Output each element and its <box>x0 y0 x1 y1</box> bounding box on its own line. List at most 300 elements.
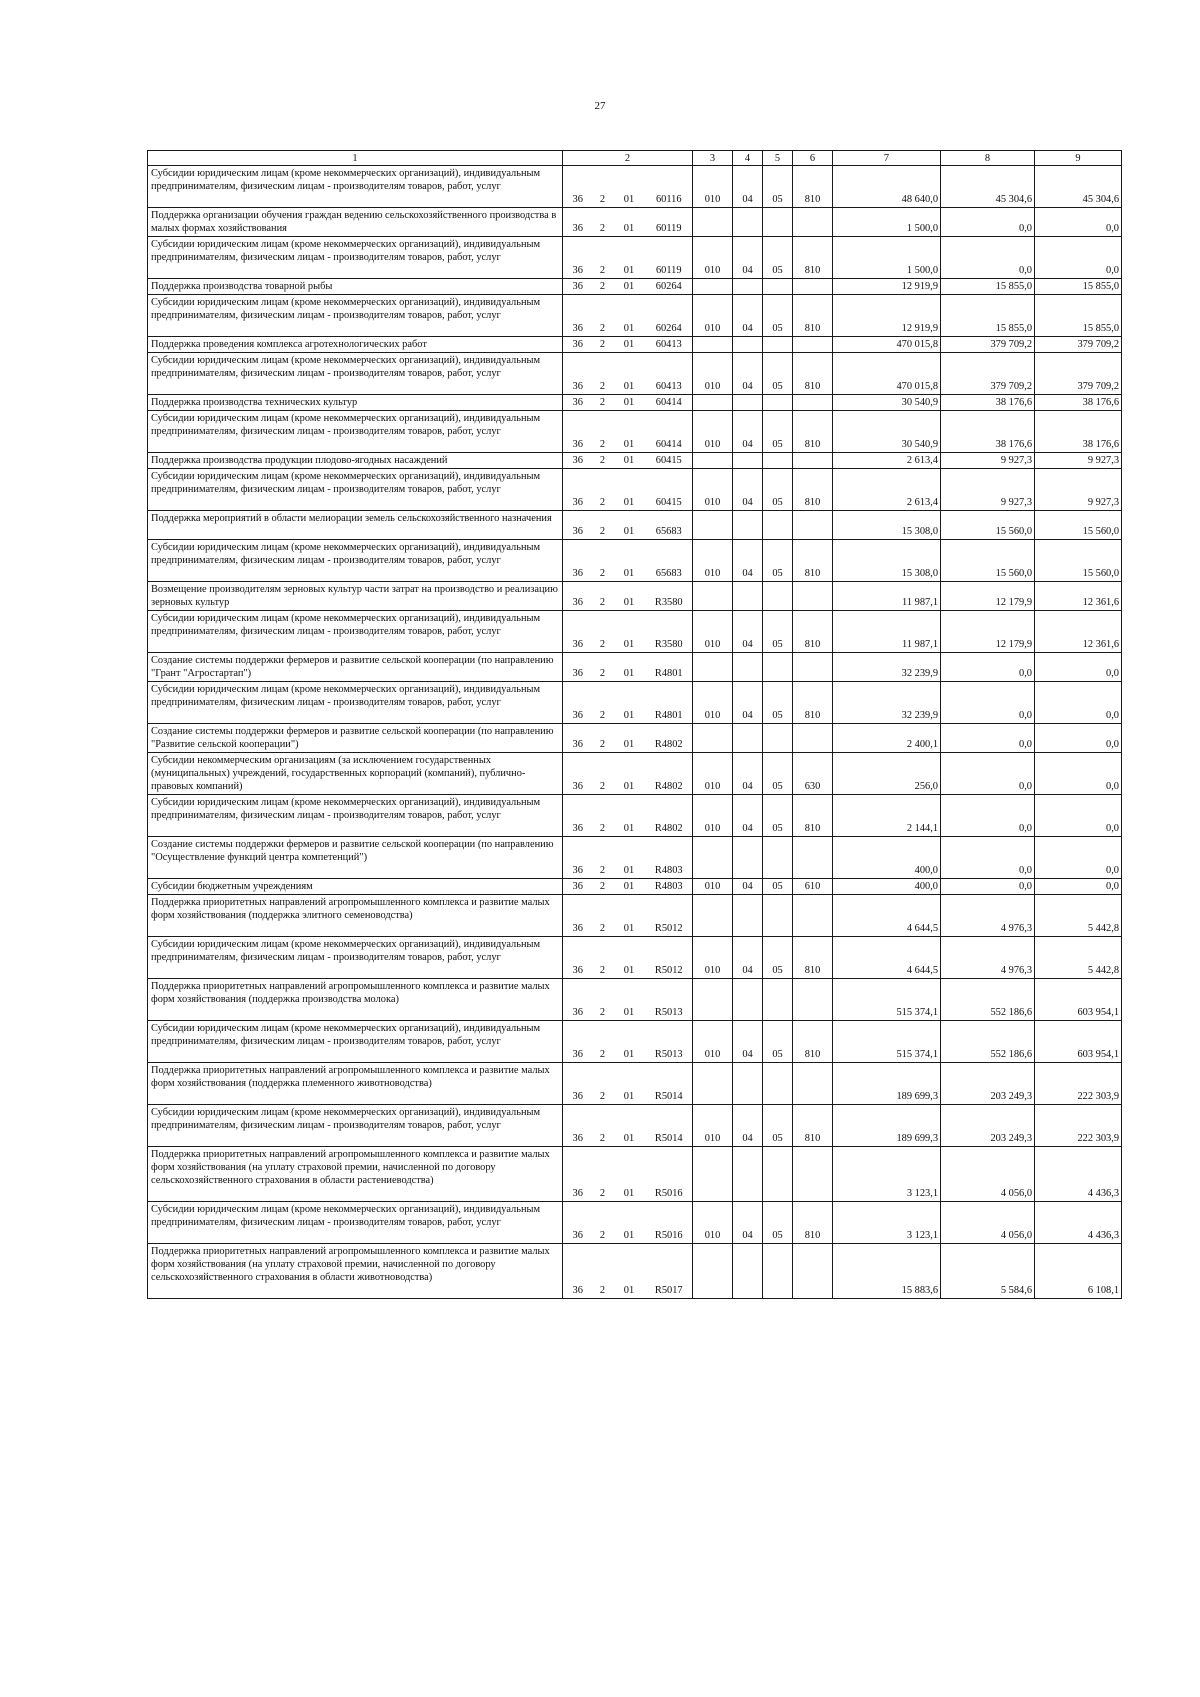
table-cell-value-9: 38 176,6 <box>1035 395 1122 411</box>
table-cell-col5 <box>763 337 793 353</box>
table-cell-value-7: 4 644,5 <box>833 895 941 937</box>
budget-table <box>147 150 1122 1299</box>
table-cell-name: Субсидии юридическим лицам (кроме некоммерческих организаций), индивидуальным предпринимателям, физическим лицам - производителям товаров, работ, услуг <box>148 795 563 837</box>
table-cell-value-8: 0,0 <box>941 795 1035 837</box>
table-cell-code: 01 <box>613 540 646 582</box>
table-cell-code: 2 <box>593 795 613 837</box>
table-cell-name: Поддержка производства технических культур <box>148 395 563 411</box>
table-cell-value-7: 3 123,1 <box>833 1202 941 1244</box>
table-cell-value-7: 30 540,9 <box>833 411 941 453</box>
table-cell-col5: 05 <box>763 411 793 453</box>
table-cell-code: 36 <box>563 337 593 353</box>
table-cell-code: R5012 <box>646 895 693 937</box>
table-cell-value-8: 15 560,0 <box>941 540 1035 582</box>
table-cell-col6: 810 <box>793 166 833 208</box>
table-cell-code: 2 <box>593 895 613 937</box>
table-cell-col3 <box>693 837 733 879</box>
table-cell-col6: 630 <box>793 753 833 795</box>
table-cell-value-7: 32 239,9 <box>833 653 941 682</box>
table-cell-value-8: 38 176,6 <box>941 395 1035 411</box>
table-cell-name: Субсидии юридическим лицам (кроме некоммерческих организаций), индивидуальным предпринимателям, физическим лицам - производителям товаров, работ, услуг <box>148 937 563 979</box>
table-cell-col3 <box>693 582 733 611</box>
table-cell-col4 <box>733 279 763 295</box>
table-cell-col5 <box>763 582 793 611</box>
table-cell-code: R4803 <box>646 837 693 879</box>
table-cell-col3: 010 <box>693 295 733 337</box>
table-cell-col3 <box>693 1244 733 1299</box>
table-cell-col5 <box>763 837 793 879</box>
column-header: 4 <box>733 151 763 166</box>
table-cell-code: 60116 <box>646 166 693 208</box>
table-cell-col4 <box>733 582 763 611</box>
table-cell-value-7: 2 613,4 <box>833 453 941 469</box>
column-header: 9 <box>1035 151 1122 166</box>
table-cell-col3: 010 <box>693 166 733 208</box>
table-cell-code: 2 <box>593 1202 613 1244</box>
table-cell-name: Возмещение производителям зерновых культур части затрат на производство и реализацию зерновых культур <box>148 582 563 611</box>
table-cell-col4: 04 <box>733 682 763 724</box>
table-cell-value-8: 12 179,9 <box>941 582 1035 611</box>
table-cell-value-8: 4 056,0 <box>941 1202 1035 1244</box>
table-cell-col4 <box>733 511 763 540</box>
table-cell-name: Поддержка производства товарной рыбы <box>148 279 563 295</box>
table-cell-col5: 05 <box>763 1202 793 1244</box>
table-cell-value-7: 2 400,1 <box>833 724 941 753</box>
table-row <box>148 937 1122 979</box>
table-cell-code: R4801 <box>646 682 693 724</box>
table-cell-value-7: 1 500,0 <box>833 237 941 279</box>
table-cell-col5 <box>763 1063 793 1105</box>
table-cell-code: 01 <box>613 208 646 237</box>
table-cell-code: 01 <box>613 1063 646 1105</box>
table-cell-col6: 810 <box>793 682 833 724</box>
table-cell-code: R5014 <box>646 1063 693 1105</box>
table-cell-value-7: 48 640,0 <box>833 166 941 208</box>
table-cell-code: 36 <box>563 895 593 937</box>
table-cell-name: Субсидии юридическим лицам (кроме некоммерческих организаций), индивидуальным предпринимателям, физическим лицам - производителям товаров, работ, услуг <box>148 682 563 724</box>
table-cell-value-9: 0,0 <box>1035 208 1122 237</box>
table-cell-col6: 810 <box>793 1202 833 1244</box>
table-cell-value-9: 9 927,3 <box>1035 453 1122 469</box>
table-cell-code: R5012 <box>646 937 693 979</box>
table-cell-col3 <box>693 279 733 295</box>
table-cell-code: 2 <box>593 540 613 582</box>
table-cell-col5: 05 <box>763 682 793 724</box>
table-row <box>148 795 1122 837</box>
table-cell-code: 36 <box>563 724 593 753</box>
table-cell-col4 <box>733 1244 763 1299</box>
table-cell-value-8: 12 179,9 <box>941 611 1035 653</box>
table-cell-code: 60119 <box>646 208 693 237</box>
table-cell-col3: 010 <box>693 879 733 895</box>
table-cell-col6 <box>793 208 833 237</box>
table-cell-code: R5014 <box>646 1105 693 1147</box>
table-cell-col6: 810 <box>793 937 833 979</box>
table-cell-col3 <box>693 895 733 937</box>
table-cell-col6 <box>793 453 833 469</box>
table-cell-col5 <box>763 453 793 469</box>
table-cell-code: 36 <box>563 582 593 611</box>
table-cell-code: 01 <box>613 795 646 837</box>
table-cell-name: Создание системы поддержки фермеров и развитие сельской кооперации (по направлению "Осуществление функций центра компетенций") <box>148 837 563 879</box>
column-header: 3 <box>693 151 733 166</box>
table-row <box>148 208 1122 237</box>
table-cell-name: Субсидии некоммерческим организациям (за исключением государственных (муниципальных) учреждений, государственных корпораций (компаний), публично-правовых компаний) <box>148 753 563 795</box>
table-cell-value-8: 4 976,3 <box>941 937 1035 979</box>
table-cell-name: Субсидии бюджетным учреждениям <box>148 879 563 895</box>
table-cell-code: R3580 <box>646 582 693 611</box>
table-cell-value-8: 379 709,2 <box>941 353 1035 395</box>
header-row <box>148 151 1122 166</box>
table-cell-col4: 04 <box>733 611 763 653</box>
table-cell-value-7: 470 015,8 <box>833 353 941 395</box>
table-cell-value-7: 15 308,0 <box>833 540 941 582</box>
table-cell-code: 36 <box>563 166 593 208</box>
table-cell-code: 01 <box>613 937 646 979</box>
table-cell-col3 <box>693 1147 733 1202</box>
table-cell-value-8: 45 304,6 <box>941 166 1035 208</box>
table-cell-col4: 04 <box>733 753 763 795</box>
table-cell-value-7: 256,0 <box>833 753 941 795</box>
table-cell-col5 <box>763 395 793 411</box>
table-cell-code: 2 <box>593 279 613 295</box>
table-cell-value-8: 0,0 <box>941 208 1035 237</box>
table-row <box>148 295 1122 337</box>
table-cell-name: Поддержка приоритетных направлений агропромышленного комплекса и развитие малых форм хозяйствования (на уплату страховой премии, начисленной по договору сельскохозяйственного страхования в области растениеводства) <box>148 1147 563 1202</box>
table-cell-code: R4801 <box>646 653 693 682</box>
table-cell-code: 01 <box>613 979 646 1021</box>
table-cell-value-8: 9 927,3 <box>941 453 1035 469</box>
table-cell-value-9: 0,0 <box>1035 724 1122 753</box>
table-cell-col5: 05 <box>763 166 793 208</box>
table-cell-code: 2 <box>593 237 613 279</box>
table-cell-col4 <box>733 1147 763 1202</box>
table-cell-code: 2 <box>593 395 613 411</box>
table-cell-code: 2 <box>593 208 613 237</box>
table-cell-value-8: 0,0 <box>941 237 1035 279</box>
table-cell-col6 <box>793 1244 833 1299</box>
table-cell-name: Субсидии юридическим лицам (кроме некоммерческих организаций), индивидуальным предпринимателям, физическим лицам - производителям товаров, работ, услуг <box>148 611 563 653</box>
table-cell-code: 36 <box>563 1021 593 1063</box>
table-cell-code: 2 <box>593 937 613 979</box>
table-cell-name: Поддержка приоритетных направлений агропромышленного комплекса и развитие малых форм хозяйствования (поддержка племенного животноводства) <box>148 1063 563 1105</box>
table-cell-col3: 010 <box>693 1202 733 1244</box>
table-cell-value-8: 9 927,3 <box>941 469 1035 511</box>
table-cell-col6: 810 <box>793 795 833 837</box>
table-cell-value-9: 12 361,6 <box>1035 611 1122 653</box>
table-cell-value-9: 0,0 <box>1035 753 1122 795</box>
table-cell-col5 <box>763 1147 793 1202</box>
table-cell-col4 <box>733 453 763 469</box>
table-cell-code: 36 <box>563 295 593 337</box>
table-cell-col6: 810 <box>793 295 833 337</box>
table-cell-col3: 010 <box>693 611 733 653</box>
table-cell-value-8: 0,0 <box>941 753 1035 795</box>
table-cell-value-8: 0,0 <box>941 724 1035 753</box>
table-cell-value-7: 11 987,1 <box>833 582 941 611</box>
table-cell-value-7: 1 500,0 <box>833 208 941 237</box>
table-cell-name: Субсидии юридическим лицам (кроме некоммерческих организаций), индивидуальным предпринимателям, физическим лицам - производителям товаров, работ, услуг <box>148 353 563 395</box>
table-cell-value-9: 222 303,9 <box>1035 1105 1122 1147</box>
table-row <box>148 879 1122 895</box>
table-cell-col5 <box>763 1244 793 1299</box>
table-cell-col5: 05 <box>763 469 793 511</box>
table-cell-col4 <box>733 395 763 411</box>
table-cell-value-8: 0,0 <box>941 653 1035 682</box>
table-cell-col6: 810 <box>793 353 833 395</box>
table-cell-col6 <box>793 724 833 753</box>
table-cell-col5: 05 <box>763 1105 793 1147</box>
table-cell-code: 2 <box>593 979 613 1021</box>
table-cell-name: Поддержка мероприятий в области мелиорации земель сельскохозяйственного назначения <box>148 511 563 540</box>
table-cell-code: 2 <box>593 1244 613 1299</box>
table-cell-col6 <box>793 837 833 879</box>
table-cell-value-9: 15 855,0 <box>1035 295 1122 337</box>
table-cell-value-8: 15 855,0 <box>941 295 1035 337</box>
table-cell-code: 36 <box>563 353 593 395</box>
table-cell-code: 01 <box>613 166 646 208</box>
table-cell-col4: 04 <box>733 795 763 837</box>
table-cell-code: 60415 <box>646 453 693 469</box>
table-cell-col5: 05 <box>763 753 793 795</box>
table-cell-code: 2 <box>593 879 613 895</box>
table-cell-col4 <box>733 979 763 1021</box>
table-cell-code: 01 <box>613 895 646 937</box>
table-cell-code: R5016 <box>646 1147 693 1202</box>
table-row <box>148 540 1122 582</box>
table-cell-value-7: 30 540,9 <box>833 395 941 411</box>
table-cell-value-7: 12 919,9 <box>833 295 941 337</box>
table-cell-code: 2 <box>593 753 613 795</box>
table-cell-code: 01 <box>613 1244 646 1299</box>
table-cell-code: 36 <box>563 1105 593 1147</box>
table-cell-col3: 010 <box>693 411 733 453</box>
table-cell-name: Поддержка приоритетных направлений агропромышленного комплекса и развитие малых форм хозяйствования (на уплату страховой премии, начисленной по договору сельскохозяйственного страхования в области животноводства) <box>148 1244 563 1299</box>
table-cell-name: Субсидии юридическим лицам (кроме некоммерческих организаций), индивидуальным предпринимателям, физическим лицам - производителям товаров, работ, услуг <box>148 1202 563 1244</box>
table-cell-col4: 04 <box>733 1021 763 1063</box>
table-cell-code: 2 <box>593 582 613 611</box>
table-cell-value-7: 515 374,1 <box>833 1021 941 1063</box>
table-cell-col3: 010 <box>693 795 733 837</box>
table-cell-value-9: 45 304,6 <box>1035 166 1122 208</box>
table-cell-col6 <box>793 1063 833 1105</box>
table-cell-col4 <box>733 1063 763 1105</box>
column-header: 2 <box>563 151 693 166</box>
table-cell-col6: 810 <box>793 1105 833 1147</box>
table-cell-name: Поддержка приоритетных направлений агропромышленного комплекса и развитие малых форм хозяйствования (поддержка производства молока) <box>148 979 563 1021</box>
table-cell-value-8: 379 709,2 <box>941 337 1035 353</box>
table-row <box>148 237 1122 279</box>
table-row <box>148 453 1122 469</box>
table-cell-code: 2 <box>593 682 613 724</box>
table-cell-value-7: 12 919,9 <box>833 279 941 295</box>
table-cell-code: R4802 <box>646 753 693 795</box>
column-header: 8 <box>941 151 1035 166</box>
table-cell-col4 <box>733 724 763 753</box>
table-cell-code: 36 <box>563 1147 593 1202</box>
table-cell-value-8: 552 186,6 <box>941 979 1035 1021</box>
table-cell-col4 <box>733 337 763 353</box>
table-cell-value-8: 5 584,6 <box>941 1244 1035 1299</box>
table-cell-value-9: 603 954,1 <box>1035 979 1122 1021</box>
table-body <box>148 166 1122 1299</box>
table-cell-col4 <box>733 895 763 937</box>
table-cell-col6: 810 <box>793 1021 833 1063</box>
table-cell-value-7: 470 015,8 <box>833 337 941 353</box>
table-cell-value-8: 15 560,0 <box>941 511 1035 540</box>
table-cell-code: 36 <box>563 611 593 653</box>
table-cell-code: 01 <box>613 353 646 395</box>
table-cell-code: 01 <box>613 453 646 469</box>
column-header: 1 <box>148 151 563 166</box>
table-row <box>148 279 1122 295</box>
table-cell-code: 60414 <box>646 395 693 411</box>
table-cell-name: Субсидии юридическим лицам (кроме некоммерческих организаций), индивидуальным предпринимателям, физическим лицам - производителям товаров, работ, услуг <box>148 469 563 511</box>
table-cell-col6 <box>793 979 833 1021</box>
table-cell-col4: 04 <box>733 1202 763 1244</box>
table-cell-col3: 010 <box>693 237 733 279</box>
table-row <box>148 1147 1122 1202</box>
table-cell-code: 36 <box>563 937 593 979</box>
table-cell-value-9: 5 442,8 <box>1035 937 1122 979</box>
table-cell-name: Поддержка приоритетных направлений агропромышленного комплекса и развитие малых форм хозяйствования (поддержка элитного семеноводства) <box>148 895 563 937</box>
table-cell-code: R4803 <box>646 879 693 895</box>
table-cell-code: 01 <box>613 469 646 511</box>
table-row <box>148 395 1122 411</box>
table-cell-col5 <box>763 724 793 753</box>
table-cell-col5: 05 <box>763 295 793 337</box>
table-cell-value-8: 203 249,3 <box>941 1105 1035 1147</box>
table-cell-col5: 05 <box>763 237 793 279</box>
table-cell-col6: 810 <box>793 611 833 653</box>
table-cell-col4 <box>733 208 763 237</box>
table-cell-code: 01 <box>613 753 646 795</box>
table-cell-value-9: 222 303,9 <box>1035 1063 1122 1105</box>
table-cell-code: R5013 <box>646 979 693 1021</box>
table-cell-code: 2 <box>593 1105 613 1147</box>
table-cell-code: 01 <box>613 879 646 895</box>
table-cell-col4: 04 <box>733 1105 763 1147</box>
table-cell-code: 2 <box>593 469 613 511</box>
table-cell-value-9: 379 709,2 <box>1035 337 1122 353</box>
table-cell-code: R5013 <box>646 1021 693 1063</box>
table-cell-value-7: 2 144,1 <box>833 795 941 837</box>
table-cell-value-7: 2 613,4 <box>833 469 941 511</box>
table-cell-col5 <box>763 208 793 237</box>
table-cell-code: 2 <box>593 353 613 395</box>
table-cell-code: 36 <box>563 511 593 540</box>
table-cell-value-7: 400,0 <box>833 879 941 895</box>
table-cell-name: Создание системы поддержки фермеров и развитие сельской кооперации (по направлению "Грант "Агростартап") <box>148 653 563 682</box>
table-cell-code: 36 <box>563 795 593 837</box>
table-cell-value-9: 0,0 <box>1035 795 1122 837</box>
table-row <box>148 1021 1122 1063</box>
table-cell-col5 <box>763 511 793 540</box>
table-cell-name: Поддержка производства продукции плодово-ягодных насаждений <box>148 453 563 469</box>
table-cell-value-9: 15 855,0 <box>1035 279 1122 295</box>
table-cell-code: 60413 <box>646 337 693 353</box>
table-cell-col4: 04 <box>733 411 763 453</box>
table-cell-name: Субсидии юридическим лицам (кроме некоммерческих организаций), индивидуальным предпринимателям, физическим лицам - производителям товаров, работ, услуг <box>148 1105 563 1147</box>
table-cell-col3 <box>693 453 733 469</box>
table-cell-code: 01 <box>613 237 646 279</box>
table-cell-col5: 05 <box>763 795 793 837</box>
table-row <box>148 166 1122 208</box>
table-cell-col3 <box>693 337 733 353</box>
table-cell-code: 2 <box>593 411 613 453</box>
table-cell-value-9: 15 560,0 <box>1035 540 1122 582</box>
table-cell-value-9: 0,0 <box>1035 879 1122 895</box>
table-cell-code: 36 <box>563 453 593 469</box>
table-cell-value-9: 0,0 <box>1035 837 1122 879</box>
table-cell-value-9: 38 176,6 <box>1035 411 1122 453</box>
table-row <box>148 469 1122 511</box>
table-cell-col5 <box>763 979 793 1021</box>
table-cell-col3 <box>693 1063 733 1105</box>
table-cell-value-8: 38 176,6 <box>941 411 1035 453</box>
table-cell-code: 01 <box>613 1105 646 1147</box>
table-cell-value-7: 15 883,6 <box>833 1244 941 1299</box>
table-cell-code: 01 <box>613 411 646 453</box>
table-cell-col3: 010 <box>693 753 733 795</box>
table-cell-code: R4802 <box>646 724 693 753</box>
table-cell-col4 <box>733 653 763 682</box>
table-cell-code: 01 <box>613 279 646 295</box>
table-cell-col3: 010 <box>693 540 733 582</box>
table-cell-code: 36 <box>563 1244 593 1299</box>
table-cell-code: 60413 <box>646 353 693 395</box>
table-cell-name: Поддержка проведения комплекса агротехнологических работ <box>148 337 563 353</box>
table-cell-value-9: 379 709,2 <box>1035 353 1122 395</box>
table-cell-col6: 810 <box>793 411 833 453</box>
table-cell-value-7: 400,0 <box>833 837 941 879</box>
table-cell-code: 01 <box>613 511 646 540</box>
table-cell-code: 36 <box>563 540 593 582</box>
table-cell-col5: 05 <box>763 353 793 395</box>
table-row <box>148 895 1122 937</box>
table-cell-code: 01 <box>613 837 646 879</box>
table-row <box>148 337 1122 353</box>
table-cell-code: 36 <box>563 653 593 682</box>
table-cell-code: 60119 <box>646 237 693 279</box>
table-cell-col5: 05 <box>763 937 793 979</box>
table-cell-code: 2 <box>593 837 613 879</box>
table-cell-col3 <box>693 208 733 237</box>
table-cell-col6: 810 <box>793 237 833 279</box>
table-cell-name: Субсидии юридическим лицам (кроме некоммерческих организаций), индивидуальным предпринимателям, физическим лицам - производителям товаров, работ, услуг <box>148 295 563 337</box>
table-cell-code: 60264 <box>646 295 693 337</box>
table-cell-col3 <box>693 979 733 1021</box>
table-cell-code: 2 <box>593 511 613 540</box>
table-cell-col4: 04 <box>733 469 763 511</box>
table-cell-col6 <box>793 337 833 353</box>
table-cell-value-7: 32 239,9 <box>833 682 941 724</box>
table-cell-code: 2 <box>593 653 613 682</box>
table-cell-col3 <box>693 511 733 540</box>
table-cell-code: 01 <box>613 653 646 682</box>
table-cell-col6 <box>793 511 833 540</box>
table-cell-value-7: 4 644,5 <box>833 937 941 979</box>
table-cell-code: 36 <box>563 469 593 511</box>
table-cell-col3 <box>693 724 733 753</box>
table-cell-value-8: 0,0 <box>941 837 1035 879</box>
table-cell-value-7: 3 123,1 <box>833 1147 941 1202</box>
table-cell-code: 60414 <box>646 411 693 453</box>
table-cell-col6 <box>793 582 833 611</box>
table-cell-code: 36 <box>563 279 593 295</box>
table-cell-col5 <box>763 895 793 937</box>
table-cell-value-9: 12 361,6 <box>1035 582 1122 611</box>
